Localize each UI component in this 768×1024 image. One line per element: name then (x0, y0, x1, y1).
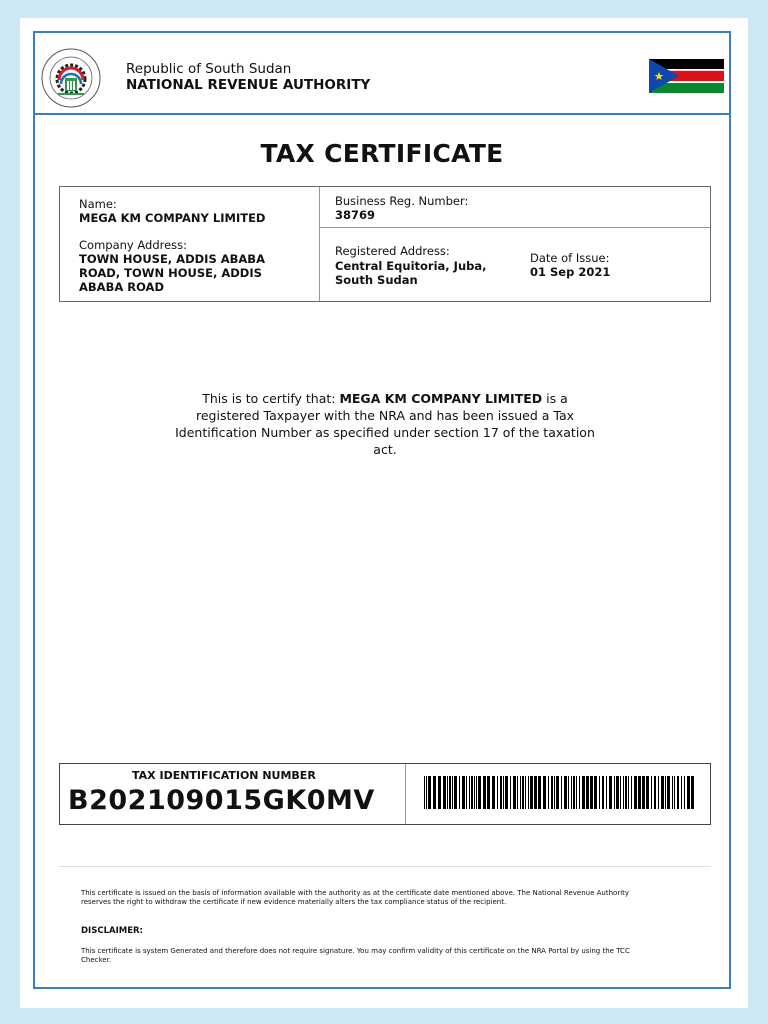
notice-line-2: reserves the right to withdraw the certificate if new evidence materially alters the tax compliance status of the recipient. (81, 898, 507, 906)
tin-label: TAX IDENTIFICATION NUMBER (132, 769, 316, 782)
tin-box (59, 763, 711, 825)
tin-barcode (424, 776, 694, 809)
disclaimer-line-2: Checker. (81, 956, 112, 964)
date-of-issue-label: Date of Issue: (530, 251, 610, 265)
business-reg-value: 38769 (335, 208, 376, 222)
taxpayer-identity-section (60, 187, 320, 301)
notice-line-1: This certificate is issued on the basis of information available with the authority as at the certificate date mentioned above. The National Revenue Authority (81, 889, 630, 897)
name-label: Name: (79, 197, 117, 211)
company-address-line-2: ROAD, TOWN HOUSE, ADDIS (79, 266, 262, 280)
certification-prefix: This is to certify that: (202, 391, 340, 406)
certificate-frame (33, 31, 731, 989)
south-sudan-flag (649, 59, 724, 93)
certificate-page (20, 18, 748, 1008)
certificate-header (35, 33, 729, 115)
disclaimer-line-1: This certificate is system Generated and therefore does not require signature. You may confirm validity of this certificate on the NRA Portal by using the TCC (81, 947, 630, 955)
business-reg-label: Business Reg. Number: (335, 194, 469, 208)
company-address-label: Company Address: (79, 238, 188, 252)
authority-name: NATIONAL REVENUE AUTHORITY (126, 77, 371, 93)
footer-divider (59, 866, 711, 867)
certification-statement (175, 390, 595, 458)
registered-address-line-1: Central Equitoria, Juba, (335, 259, 487, 273)
name-value: MEGA KM COMPANY LIMITED (79, 211, 266, 225)
republic-name: Republic of South Sudan (126, 61, 292, 77)
certification-company: MEGA KM COMPANY LIMITED (339, 391, 543, 406)
tin-number: B202109015GK0MV (68, 785, 375, 816)
taxpayer-details-box (59, 186, 711, 302)
date-of-issue-value: 01 Sep 2021 (530, 265, 611, 279)
business-reg-section (320, 187, 710, 228)
company-address-line-1: TOWN HOUSE, ADDIS ABABA (79, 252, 265, 266)
certification-suffix: is a registered Taxpayer with the NRA and has been issued a Tax Identification Number as specified under section 17 of the taxation act. (175, 391, 595, 457)
certificate-title: TAX CERTIFICATE (260, 139, 504, 168)
nra-seal-logo (41, 48, 101, 108)
registered-address-line-2: South Sudan (335, 273, 418, 287)
company-address-line-3: ABABA ROAD (79, 280, 165, 294)
tin-divider (405, 764, 406, 824)
disclaimer-heading: DISCLAIMER: (81, 926, 143, 936)
registered-address-label: Registered Address: (335, 244, 450, 258)
